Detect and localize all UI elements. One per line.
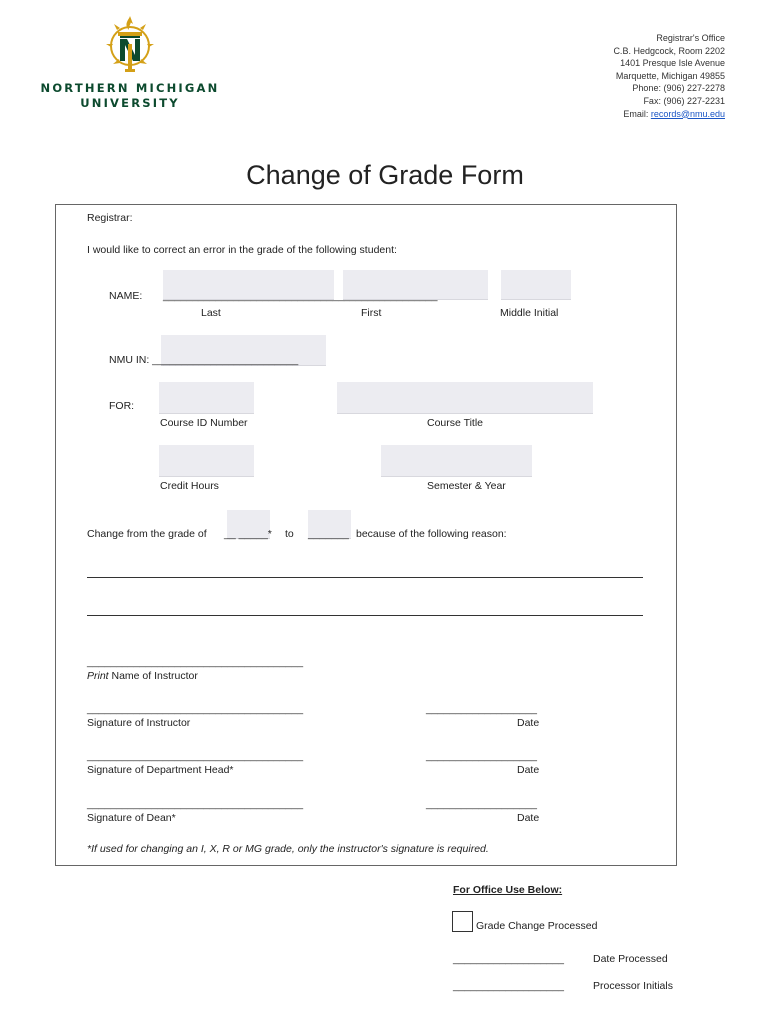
salutation: Registrar: bbox=[87, 212, 133, 224]
dept-head-date-blank[interactable]: ___________________ bbox=[426, 750, 537, 762]
office-city: Marquette, Michigan 49855 bbox=[615, 70, 725, 81]
nmu-id-label: NMU IN: _________________________ bbox=[109, 354, 299, 366]
from-grade-blank: __ _____* bbox=[224, 528, 272, 540]
office-phone: Phone: (906) 227-2278 bbox=[632, 83, 725, 94]
grade-change-label: Grade Change Processed bbox=[476, 920, 598, 932]
office-address-block bbox=[613, 32, 725, 120]
dean-date-label: Date bbox=[517, 812, 540, 824]
office-street: 1401 Presque Isle Avenue bbox=[620, 58, 725, 69]
change-from-label: Change from the grade of bbox=[87, 528, 207, 540]
email-link[interactable]: records@nmu.edu bbox=[650, 108, 725, 119]
name-underline: _______________________________________________ bbox=[163, 290, 438, 302]
processor-initials-label: Processor Initials bbox=[593, 980, 673, 992]
dean-signature-blank[interactable]: _____________________________________ bbox=[87, 798, 304, 810]
grade-change-checkbox[interactable] bbox=[452, 911, 473, 932]
page-title: Change of Grade Form bbox=[246, 160, 524, 190]
instructor-date-blank[interactable]: ___________________ bbox=[426, 703, 537, 715]
to-grade-blank: _______ bbox=[308, 528, 349, 540]
intro-text: I would like to correct an error in the grade of the following student: bbox=[87, 244, 397, 256]
dean-date-blank[interactable]: ___________________ bbox=[426, 798, 537, 810]
instructor-signature-label: Signature of Instructor bbox=[87, 717, 191, 729]
form-box bbox=[55, 204, 677, 866]
print-rest: Name of Instructor bbox=[108, 670, 198, 682]
university-logo bbox=[40, 14, 220, 114]
email-label: Email: bbox=[623, 108, 651, 119]
middle-initial-label: Middle Initial bbox=[500, 307, 559, 319]
last-label: Last bbox=[201, 307, 221, 319]
because-label: because of the following reason: bbox=[356, 528, 507, 540]
course-title-input[interactable] bbox=[337, 382, 593, 414]
course-title-label: Course Title bbox=[427, 417, 484, 429]
logo-line1: NORTHERN MICHIGAN bbox=[40, 81, 220, 95]
name-label: NAME: bbox=[109, 290, 143, 302]
office-room: C.B. Hedgcock, Room 2202 bbox=[613, 45, 725, 56]
to-label: to bbox=[285, 528, 294, 540]
date-processed-blank[interactable]: ___________________ bbox=[453, 953, 564, 965]
logo-line2: UNIVERSITY bbox=[80, 96, 180, 110]
credit-hours-label: Credit Hours bbox=[160, 480, 219, 492]
office-name: Registrar's Office bbox=[656, 33, 725, 43]
semester-year-label: Semester & Year bbox=[427, 480, 506, 492]
office-use-heading: For Office Use Below: bbox=[453, 884, 563, 896]
course-id-label: Course ID Number bbox=[160, 417, 248, 429]
instructor-signature-blank[interactable]: _____________________________________ bbox=[87, 703, 304, 715]
dean-signature-label: Signature of Dean* bbox=[87, 812, 176, 824]
middle-initial-input[interactable] bbox=[501, 270, 571, 300]
course-id-input[interactable] bbox=[159, 382, 254, 414]
print-italic: Print bbox=[87, 670, 109, 682]
dept-head-signature-blank[interactable]: _____________________________________ bbox=[87, 750, 304, 762]
for-label: FOR: bbox=[109, 400, 135, 412]
print-name-blank[interactable]: _____________________________________ bbox=[87, 656, 304, 668]
office-fax: Fax: (906) 227-2231 bbox=[643, 95, 725, 106]
office-email-row bbox=[613, 108, 725, 121]
footnote: *If used for changing an I, X, R or MG grade, only the instructor's signature is required. bbox=[87, 843, 489, 855]
reason-line-1[interactable] bbox=[87, 577, 643, 578]
credit-hours-input[interactable] bbox=[159, 445, 254, 477]
dept-head-signature-label: Signature of Department Head* bbox=[87, 764, 234, 776]
reason-line-2[interactable] bbox=[87, 615, 643, 616]
print-name-label bbox=[87, 670, 198, 682]
torch-emblem-icon bbox=[100, 14, 160, 76]
semester-year-input[interactable] bbox=[381, 445, 532, 477]
processor-initials-blank[interactable]: ___________________ bbox=[453, 980, 564, 992]
first-label: First bbox=[361, 307, 382, 319]
date-processed-label: Date Processed bbox=[593, 953, 668, 965]
instructor-date-label: Date bbox=[517, 717, 540, 729]
dept-head-date-label: Date bbox=[517, 764, 540, 776]
